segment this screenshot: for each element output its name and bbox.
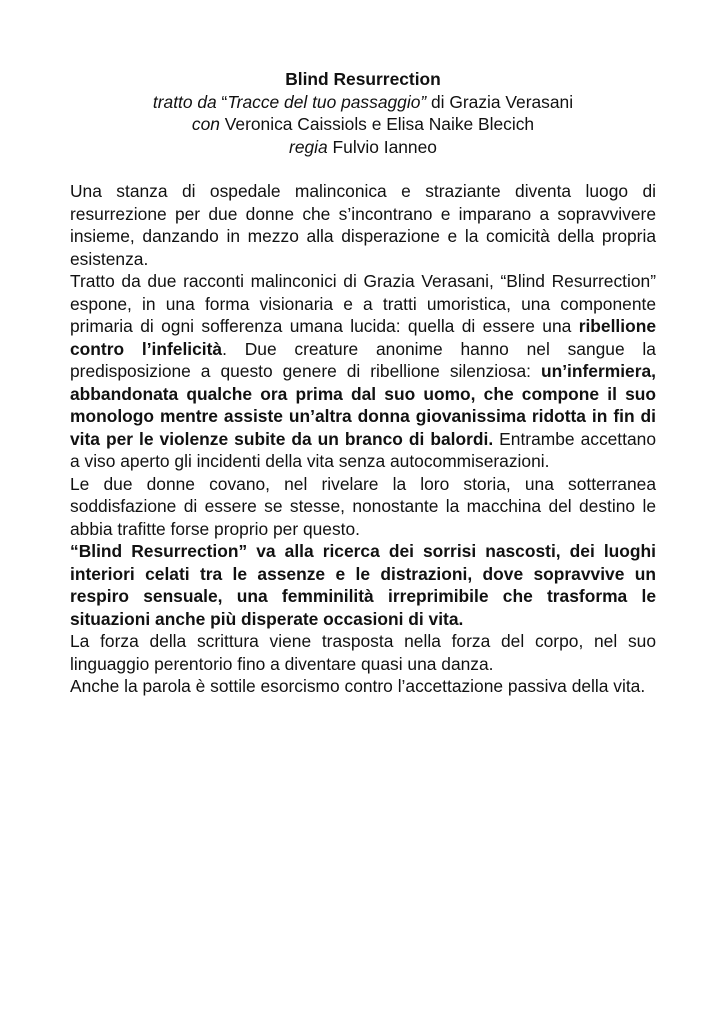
paragraph-2-text-b: . Due creature anonime hanno nel sangue la predisposizione a questo genere di ribellione silenziosa: (70, 338, 656, 381)
paragraph-6: Anche la parola è sottile esorcismo contro l’accettazione passiva della vita. (70, 676, 646, 696)
director-name: Fulvio Ianneo (327, 136, 437, 157)
paragraph-2-bold-b: un’infermiera, abbandonata qualche ora prima dal suo uomo, che compone il suo monologo mentre assiste un’altra donna giovanissima ridotta in fin di vita per le violenze subite da un branco di balordi. (70, 361, 656, 449)
source-author: di Grazia Verasani (426, 91, 574, 112)
paragraph-3: Le due donne covano, nel rivelare la loro storia, una sotterranea soddisfazione di essere se stesse, nonostante la macchina del destino le abbia trafitte forse proprio per questo. (70, 473, 656, 539)
spacer (70, 158, 656, 180)
director-intro: regia (289, 136, 328, 157)
source-line (70, 91, 656, 114)
document-page (70, 68, 656, 698)
document-body (70, 180, 656, 698)
paragraph-2-text-c: Entrambe accettano a viso aperto gli incidenti della vita senza autocommiserazioni. (70, 428, 656, 471)
paragraph-2-text-a: Tratto da due racconti malinconici di Grazia Verasani, “Blind Resurrection” espone, in una forma visionaria e a tratti umoristica, una componente primaria di ogni sofferenza umana lucida: quella di essere una (70, 271, 656, 336)
cast-line (70, 113, 656, 136)
paragraph-5: La forza della scrittura viene trasposta nella forza del corpo, nel suo linguaggio perentorio fino a diventare quasi una danza. (70, 631, 656, 674)
paragraph-2 (70, 270, 656, 473)
source-quote-open: “ (216, 91, 228, 112)
paragraph-1: Una stanza di ospedale malinconica e straziante diventa luogo di resurrezione per due donne che s’incontrano e imparano a sopravvivere insieme, danzando in mezzo alla disperazione e la comicità della propria esistenza. (70, 181, 656, 269)
paragraph-2-bold-a: ribellione contro l’infelicità (70, 316, 656, 359)
director-line (70, 136, 656, 159)
paragraph-4 (70, 540, 656, 630)
source-work-title: Tracce del tuo passaggio” (227, 91, 427, 112)
document-title: Blind Resurrection (285, 69, 441, 89)
paragraph-4-bold: “Blind Resurrection” va alla ricerca dei sorrisi nascosti, dei luoghi interiori celati tra le assenze e le distrazioni, dove sopravvive un respiro sensuale, una femminilità irreprimibile che trasforma le situazioni anche più disperate occasioni di vita. (70, 541, 656, 629)
cast-names: Veronica Caissiols e Elisa Naike Blecich (219, 114, 535, 134)
cast-intro: con (191, 114, 220, 134)
document-header (70, 68, 656, 158)
source-intro: tratto da (152, 91, 217, 112)
